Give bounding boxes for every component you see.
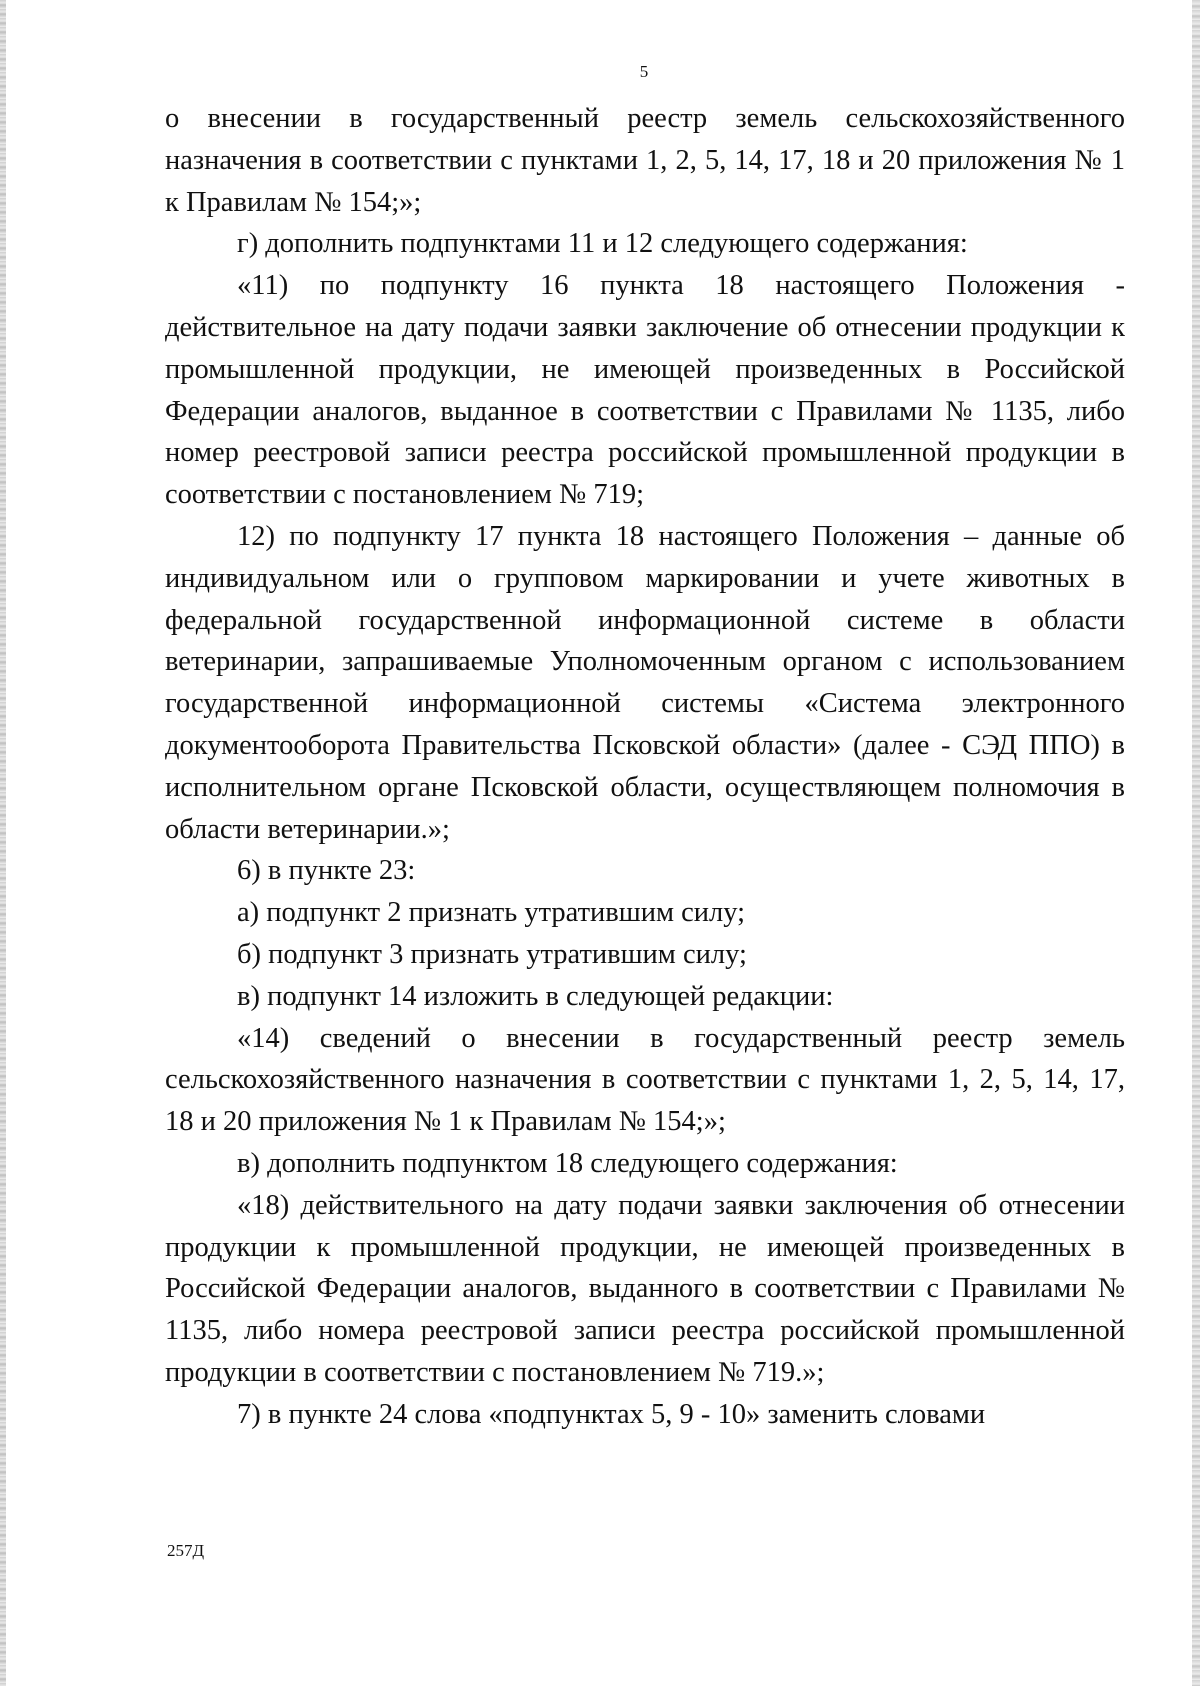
paragraph-subitem-11: «11) по подпункту 16 пункта 18 настоящего Положения - действительное на дату подачи заявки заключение об отнесении продукции к промышленной продукции, не имеющей произведенных в Российской Федерации аналогов, выданное в соответствии с Правилами № 1135, либо номер реестровой записи реестра российской промышленной продукции в соответствии с постановлением № 719;	[165, 270, 1125, 511]
paragraph-subitem-18: «18) действительного на дату подачи заявки заключения об отнесении продукции к промышленной продукции, не имеющей произведенных в Российской Федерации аналогов, выданного в соответствии с Правилами № 1135, либо номера реестровой записи реестра российской промышленной продукции в соответствии с постановлением № 719.»;	[165, 1189, 1125, 1388]
paragraph-item-a: а) подпункт 2 признать утратившим силу;	[237, 897, 746, 929]
paragraph-item-b: б) подпункт 3 признать утратившим силу;	[237, 938, 747, 970]
paragraph-item-6: 6) в пункте 23:	[237, 855, 416, 887]
scan-edge-right	[1192, 0, 1200, 1686]
document-body	[165, 98, 1125, 1436]
paragraph-item-v-add: в) дополнить подпунктом 18 следующего содержания:	[237, 1147, 898, 1179]
paragraph-item-7: 7) в пункте 24 слова «подпунктах 5, 9 - 10» заменить словами	[237, 1398, 986, 1430]
page-number: 5	[639, 62, 649, 81]
paragraph-item-g: г) дополнить подпунктами 11 и 12 следующего содержания:	[237, 228, 968, 260]
paragraph-continuation: о внесении в государственный реестр земель сельскохозяйственного назначения в соответствии с пунктами 1, 2, 5, 14, 17, 18 и 20 приложения № 1 к Правилам № 154;»;	[165, 103, 1125, 218]
scan-edge-left	[0, 0, 6, 1686]
paragraph-subitem-12: 12) по подпункту 17 пункта 18 настоящего Положения – данные об индивидуальном или о групповом маркировании и учете животных в федеральной государственной информационной системе в области ветеринарии, запрашиваемые Уполномоченным органом с использованием государственной информационной системы «Система электронного документооборота Правительства Псковской области» (далее - СЭД ППО) в исполнительном органе Псковской области, осуществляющем полномочия в области ветеринарии.»;	[165, 520, 1125, 845]
paragraph-item-v: в) подпункт 14 изложить в следующей редакции:	[237, 980, 834, 1012]
paragraph-subitem-14: «14) сведений о внесении в государственный реестр земель сельскохозяйственного назначения в соответствии с пунктами 1, 2, 5, 14, 17, 18 и 20 приложения № 1 к Правилам № 154;»;	[165, 1022, 1125, 1138]
document-code: 257Д	[167, 1541, 205, 1560]
